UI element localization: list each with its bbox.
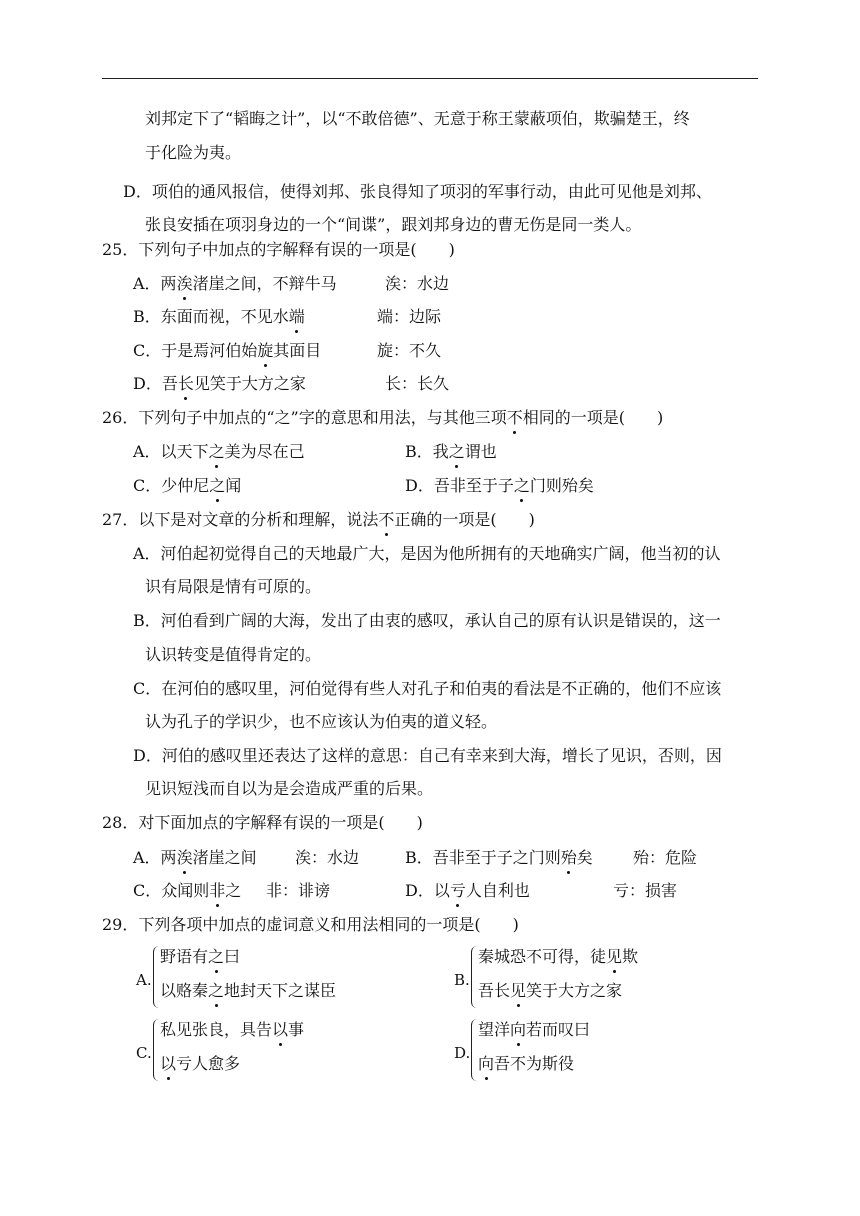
q25-option-d: D．吾长见笑于大方之家 (133, 374, 306, 393)
prev-option-d-line-1: D．项伯的通风报信，使得刘邦、张良得知了项羽的军事行动，由此可见他是刘邦、 (123, 182, 712, 201)
q25-gloss-d: 长：长久 (385, 374, 450, 393)
q26-stem: 26．下列句子中加点的“之”字的意思和用法，与其他三项不相同的一项是( ) (102, 408, 664, 427)
emphasis-char: 端 (288, 307, 305, 326)
emphasis-char: 见 (606, 947, 623, 966)
emphasis-char: 不 (378, 510, 395, 529)
q25-gloss-a: 涘：水边 (385, 274, 450, 293)
emphasis-char: 涘 (176, 274, 193, 293)
q28-option-b: B．吾非至于子之门则殆矣 (405, 848, 593, 867)
q26-option-b: B．我之谓也 (405, 442, 497, 461)
emphasis-char: 向 (510, 1020, 527, 1039)
emphasis-char: 之 (208, 947, 225, 966)
continuation-line-2: 于化险为夷。 (145, 143, 242, 162)
emphasis-char: 之 (513, 476, 530, 495)
q27-option-d-line-1: D．河伯的感叹里还表达了这样的意思：自己有幸来到大海，增长了见识，否则，因 (133, 746, 722, 765)
q27-option-a-line-2: 识有局限是情有可原的。 (145, 577, 322, 596)
emphasis-char: 不 (506, 408, 523, 427)
q27-option-c-line-1: C．在河伯的感叹里，河伯觉得有些人对孔子和伯夷的看法是不正确的，他们不应该 (133, 679, 722, 698)
emphasis-char: 见 (510, 981, 527, 1000)
q25-gloss-b: 端：边际 (377, 307, 442, 326)
q28-gloss-b: 殆：危险 (633, 848, 698, 867)
q29-option-a-line-1: 野语有之曰 (160, 947, 241, 966)
emphasis-char: 向 (478, 1054, 495, 1073)
q27-option-b-line-2: 认识转变是值得肯定的。 (145, 645, 322, 664)
emphasis-char: 非 (209, 881, 226, 900)
emphasis-char: 殆 (560, 848, 577, 867)
prev-option-d-line-2: 张良安插在项羽身边的一个“间谍”，跟刘邦身边的曹无伤是同一类人。 (145, 215, 642, 234)
q26-option-c: C．少仲尼之闻 (133, 476, 242, 495)
q29-stem: 29．下列各项中加点的虚词意义和用法相同的一项是( ) (102, 915, 519, 934)
q25-gloss-c: 旋：不久 (377, 341, 442, 360)
emphasis-char: 之 (209, 476, 226, 495)
q27-option-b-line-1: B．河伯看到广阔的大海，发出了由衷的感叹，承认自己的原有认识是错误的，这一 (133, 611, 721, 630)
q29-option-b-line-1: 秦城恐不可得，徒见欺 (478, 947, 639, 966)
q25-stem: 25．下列句子中加点的字解释有误的一项是( ) (102, 240, 455, 259)
q29-option-b-label: B. (454, 971, 470, 989)
q27-option-c-line-2: 认为孔子的学识少，也不应该认为伯夷的道义轻。 (145, 712, 498, 731)
q27-stem: 27．以下是对文章的分析和理解，说法不正确的一项是( ) (102, 510, 535, 529)
q25-option-b: B．东面而视，不见水端 (133, 307, 305, 326)
q28-option-a: A．两涘渚崖之间 (133, 848, 257, 867)
q29-option-d-line-1: 望洋向若而叹曰 (478, 1020, 591, 1039)
q28-option-c: C．众闻则非之 (133, 881, 242, 900)
q29-option-d-line-2: 向吾不为斯役 (478, 1054, 575, 1073)
q29-option-d-label: D. (454, 1044, 471, 1062)
q25-option-c: C．于是焉河伯始旋其面目 (133, 341, 322, 360)
brace-icon (153, 946, 160, 1008)
brace-icon (153, 1019, 160, 1081)
q28-gloss-d: 亏：损害 (613, 881, 678, 900)
q26-option-d: D．吾非至于子之门则殆矣 (405, 476, 594, 495)
emphasis-char: 之 (208, 442, 225, 461)
emphasis-char: 以 (160, 1054, 177, 1073)
emphasis-char: 之 (208, 981, 225, 1000)
q27-option-d-line-2: 见识短浅而自以为是会造成严重的后果。 (145, 779, 434, 798)
header-rule (102, 78, 758, 79)
emphasis-char: 长 (177, 374, 194, 393)
q27-option-a-line-1: A．河伯起初觉得自己的天地最广大，是因为他所拥有的天地确实广阔，他当初的认 (133, 544, 721, 563)
q28-stem: 28．对下面加点的字解释有误的一项是( ) (102, 813, 423, 832)
q29-option-b-line-2: 吾长见笑于大方之家 (478, 981, 623, 1000)
emphasis-char: 亏 (449, 881, 466, 900)
emphasis-char: 涘 (176, 848, 193, 867)
q29-option-a-line-2: 以赂秦之地封天下之谋臣 (160, 981, 337, 1000)
q29-option-a-label: A. (136, 971, 152, 989)
q28-option-d: D．以亏人自利也 (405, 881, 530, 900)
brace-icon (471, 946, 478, 1008)
q26-option-a: A．以天下之美为尽在己 (133, 442, 305, 461)
q29-option-c-line-2: 以亏人愈多 (160, 1054, 241, 1073)
q29-option-c-line-1: 私见张良，具告以事 (160, 1020, 305, 1039)
emphasis-char: 以 (272, 1020, 289, 1039)
q28-gloss-a: 涘：水边 (295, 848, 360, 867)
emphasis-char: 旋 (257, 341, 274, 360)
continuation-line-1: 刘邦定下了“韬晦之计”，以“不敢倍德”、无意于称王蒙蔽项伯，欺骗楚王，终 (145, 109, 690, 128)
q29-option-c-label: C. (136, 1044, 152, 1062)
brace-icon (471, 1019, 478, 1081)
emphasis-char: 之 (448, 442, 465, 461)
q28-gloss-c: 非：诽谤 (266, 881, 331, 900)
q25-option-a: A．两涘渚崖之间，不辩牛马 (133, 274, 337, 293)
